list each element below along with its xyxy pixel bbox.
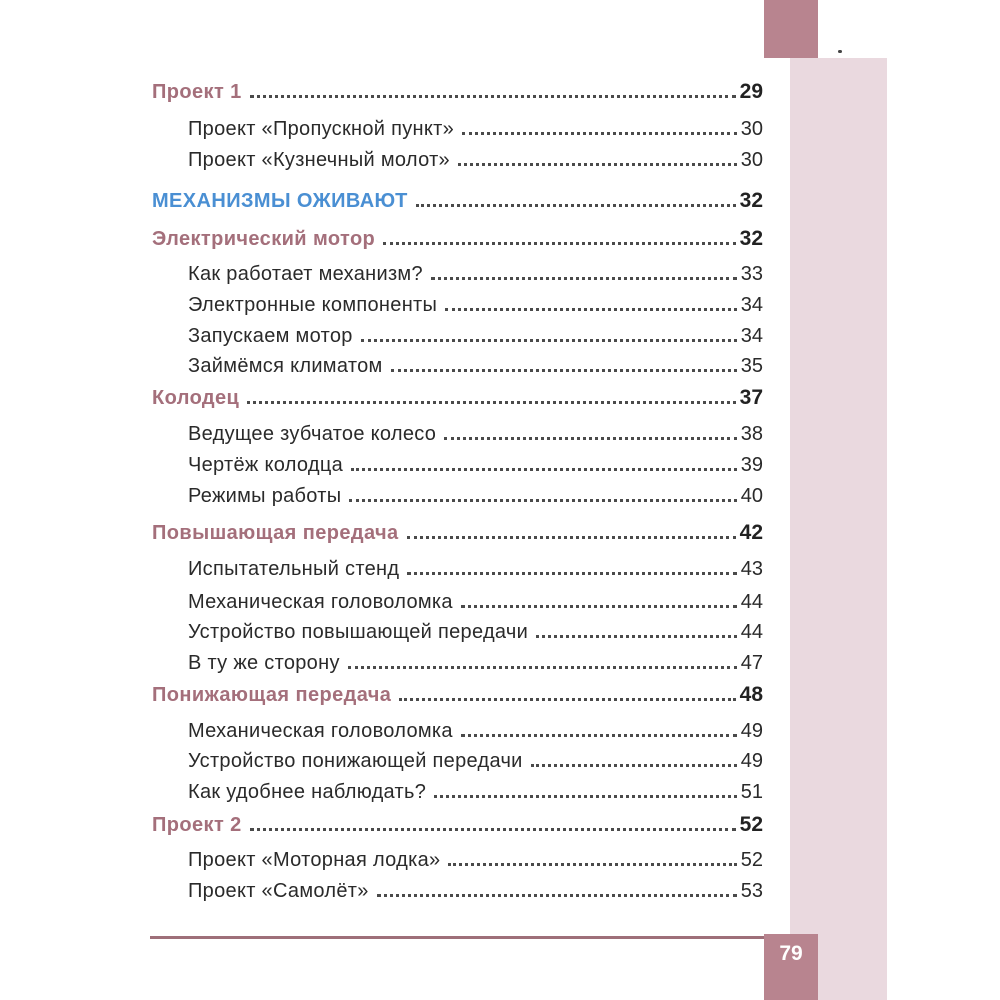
dot-leader [434, 795, 737, 798]
dot-leader [247, 401, 735, 404]
dot-leader [461, 734, 737, 737]
toc-entry-title: Как работает механизм? [188, 263, 423, 285]
dot-leader [391, 369, 737, 372]
toc-entry-page: 40 [740, 485, 763, 507]
toc-entry-sub [188, 318, 763, 348]
toc-entry-title: Проект 1 [152, 81, 242, 103]
toc-entry-page: 52 [739, 813, 763, 836]
toc-entry-title: МЕХАНИЗМЫ ОЖИВАЮТ [152, 190, 408, 212]
toc-entry-page: 49 [740, 720, 763, 742]
toc-entry-main [152, 74, 763, 104]
toc-entry-title: Чертёж колодца [188, 454, 344, 476]
dot-leader [250, 828, 736, 831]
dot-leader [351, 468, 737, 471]
toc-entry-title: В ту же сторону [188, 652, 340, 674]
dot-leader [431, 277, 737, 280]
toc-entry-sub [188, 256, 763, 286]
toc-entry-page: 32 [739, 189, 763, 212]
toc-entry-title: Проект «Моторная лодка» [188, 849, 441, 871]
toc-entry-title: Понижающая передача [152, 684, 392, 706]
toc-entry-title: Займёмся климатом [188, 355, 383, 377]
toc-entry-sub [188, 873, 763, 903]
side-margin-band [790, 58, 887, 1000]
toc-entry-page: 29 [739, 80, 763, 103]
toc-entry-title: Электрический мотор [152, 228, 376, 250]
toc-entry-title: Электронные компоненты [188, 294, 438, 316]
toc-entry-title: Проект 2 [152, 814, 242, 836]
toc-entry-sub [188, 447, 763, 477]
toc-entry-page: 53 [740, 880, 763, 902]
dot-leader [445, 308, 737, 311]
toc-entry-page: 34 [740, 294, 763, 316]
toc-entry-page: 44 [740, 621, 763, 643]
toc-entry-title: Устройство понижающей передачи [188, 750, 523, 772]
toc-section-heading [152, 183, 763, 213]
toc-entry-page: 51 [740, 781, 763, 803]
toc-entry-sub [188, 111, 763, 141]
dot-leader [407, 572, 736, 575]
toc-entry-title: Запускаем мотор [188, 325, 353, 347]
dot-leader [444, 437, 737, 440]
dot-leader [348, 666, 737, 669]
toc-entry-page: 34 [740, 325, 763, 347]
toc-entry-sub [188, 416, 763, 446]
toc-entry-sub [188, 842, 763, 872]
toc-entry-page: 38 [740, 423, 763, 445]
toc-entry-sub [188, 287, 763, 317]
toc-entry-sub [188, 743, 763, 773]
toc-entry-page: 30 [740, 118, 763, 140]
toc-entry-title: Проект «Самолёт» [188, 880, 369, 902]
dot-leader [399, 698, 735, 701]
dot-leader [349, 499, 736, 502]
dot-leader [448, 863, 736, 866]
toc-entry-title: Повышающая передача [152, 522, 399, 544]
toc-entry-title: Испытательный стенд [188, 558, 400, 580]
dot-leader [462, 132, 737, 135]
toc-entry-title: Ведущее зубчатое колесо [188, 423, 437, 445]
toc-entry-page: 43 [740, 558, 763, 580]
dot-leader [361, 339, 737, 342]
toc-entry-sub [188, 348, 763, 378]
toc-entry-page: 37 [739, 386, 763, 409]
dot-leader [416, 204, 736, 207]
toc-entry-title: Устройство повышающей передачи [188, 621, 529, 643]
toc-entry-title: Как удобнее наблюдать? [188, 781, 427, 803]
dot-leader [383, 242, 735, 245]
print-speck [838, 50, 842, 53]
dot-leader [407, 536, 736, 539]
toc-entry-main [152, 380, 763, 410]
toc-entry-title: Механическая головоломка [188, 591, 453, 613]
toc-entry-page: 35 [740, 355, 763, 377]
toc-entry-sub [188, 713, 763, 743]
toc-entry-title: Колодец [152, 387, 240, 409]
toc-entry-page: 30 [740, 149, 763, 171]
toc-entry-sub [188, 551, 763, 581]
toc-entry-page: 33 [740, 263, 763, 285]
toc-entry-page: 39 [740, 454, 763, 476]
toc-entry-main [152, 515, 763, 545]
toc-entry-page: 48 [739, 683, 763, 706]
page-number: 79 [779, 942, 803, 965]
toc-entry-title: Проект «Пропускной пункт» [188, 118, 455, 140]
toc-entry-page: 44 [740, 591, 763, 613]
dot-leader [377, 894, 737, 897]
toc-entry-main [152, 677, 763, 707]
toc-entry-page: 32 [739, 227, 763, 250]
dot-leader [250, 95, 736, 98]
toc-entry-sub [188, 584, 763, 614]
toc-entry-sub [188, 478, 763, 508]
toc-entry-sub [188, 774, 763, 804]
toc-entry-page: 52 [740, 849, 763, 871]
toc-entry-main [152, 221, 763, 251]
top-edge-tab [764, 0, 818, 58]
toc-entry-main [152, 807, 763, 837]
dot-leader [458, 163, 737, 166]
dot-leader [536, 635, 737, 638]
toc-entry-page: 42 [739, 521, 763, 544]
toc-entry-title: Режимы работы [188, 485, 342, 507]
toc-entry-sub [188, 645, 763, 675]
toc-entry-sub [188, 614, 763, 644]
toc-entry-sub [188, 142, 763, 172]
dot-leader [461, 605, 737, 608]
bottom-divider [150, 936, 764, 939]
dot-leader [531, 764, 737, 767]
toc-entry-page: 49 [740, 750, 763, 772]
toc-entry-page: 47 [740, 652, 763, 674]
toc-entry-title: Проект «Кузнечный молот» [188, 149, 450, 171]
toc-entry-title: Механическая головоломка [188, 720, 453, 742]
